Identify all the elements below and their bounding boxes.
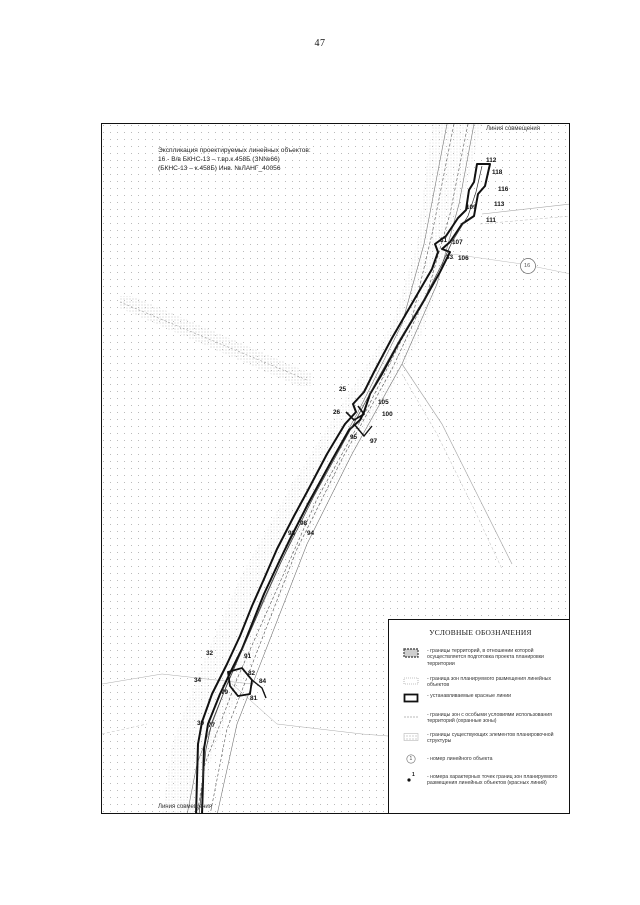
point-label-105: 105 (378, 399, 389, 406)
existing-structure-symbol (403, 732, 419, 742)
point-label-84: 84 (259, 678, 267, 685)
page-number: 47 (314, 38, 326, 49)
special-zone-symbol (403, 712, 419, 722)
point-number-sample: 1 (412, 772, 415, 778)
legend (388, 619, 570, 814)
point-label-111: 111 (486, 217, 496, 224)
legend-text: - номера характерных точек границ зон планируемого размещения линейных объектов (красных линий) (427, 774, 558, 787)
red-lines-symbol (403, 693, 419, 703)
point-label-91: 91 (244, 653, 252, 660)
explication-line-2: (БКНС-13 – к.458Б) Инв. №ЛАНГ_40056 (158, 165, 281, 172)
point-label-100: 100 (382, 411, 393, 418)
point-label-112: 112 (486, 157, 497, 164)
legend-text: - границы территорий, в отношении которой осуществляется подготовка проекта планировки территории (427, 648, 544, 667)
legend-item-point-number (403, 774, 568, 804)
point-label-118: 118 (492, 169, 503, 176)
explication-line-1: 16 - В/в БКНС-13 – т.вр.к.458Б (ЗN№66) (158, 156, 280, 163)
planned-zone-symbol (403, 676, 419, 686)
legend-text: - граница зон планируемого размещения линейных объектов (427, 676, 552, 689)
point-label-77: 77 (208, 722, 216, 729)
sheet-line-top: Линия совмещения (486, 126, 540, 132)
legend-item-territory-boundary (403, 648, 568, 670)
point-label-82: 82 (248, 670, 256, 677)
legend-item-object-number (403, 754, 568, 776)
point-label-95: 95 (350, 434, 358, 441)
sheet-line-bottom: Линия совмещения (158, 804, 212, 810)
legend-item-special-zone (403, 712, 568, 734)
object-number-sample: 1 (409, 755, 413, 762)
point-label-113: 113 (494, 201, 505, 208)
legend-text: - устанавливаемые красные линии (427, 693, 512, 699)
point-label-79: 79 (221, 689, 229, 696)
point-label-33: 33 (446, 254, 454, 261)
point-label-97: 97 (370, 438, 378, 445)
point-label-31: 31 (440, 237, 448, 244)
point-label-116: 116 (498, 186, 509, 193)
explication-block (158, 146, 358, 173)
point-label-94: 94 (307, 530, 315, 537)
point-label-106: 106 (458, 255, 469, 262)
point-label-109: 109 (466, 204, 477, 211)
map-frame (101, 123, 570, 814)
point-label-107: 107 (452, 239, 463, 246)
point-label-30: 30 (197, 720, 205, 727)
point-label-26: 26 (333, 409, 341, 416)
point-label-81: 81 (250, 695, 258, 702)
territory-boundary-symbol (403, 648, 419, 658)
legend-item-existing-structure (403, 732, 568, 754)
legend-text: - номер линейного объекта (427, 756, 493, 762)
explication-heading: Экспликация проектируемых линейных объектов: (158, 147, 311, 154)
point-label-25: 25 (339, 386, 347, 393)
legend-text: - границы существующих элементов планировочной структуры (427, 732, 554, 745)
point-label-93: 93 (288, 530, 296, 537)
legend-title: УСЛОВНЫЕ ОБОЗНАЧЕНИЯ (429, 628, 532, 637)
point-label-34: 34 (194, 677, 202, 684)
object-number-label: 16 (524, 262, 531, 269)
point-number-symbol (403, 774, 419, 784)
legend-text: - границы зон с особыми условиями использования территорий (охранные зоны) (427, 712, 552, 725)
point-label-98: 98 (300, 520, 308, 527)
point-label-32: 32 (206, 650, 214, 657)
